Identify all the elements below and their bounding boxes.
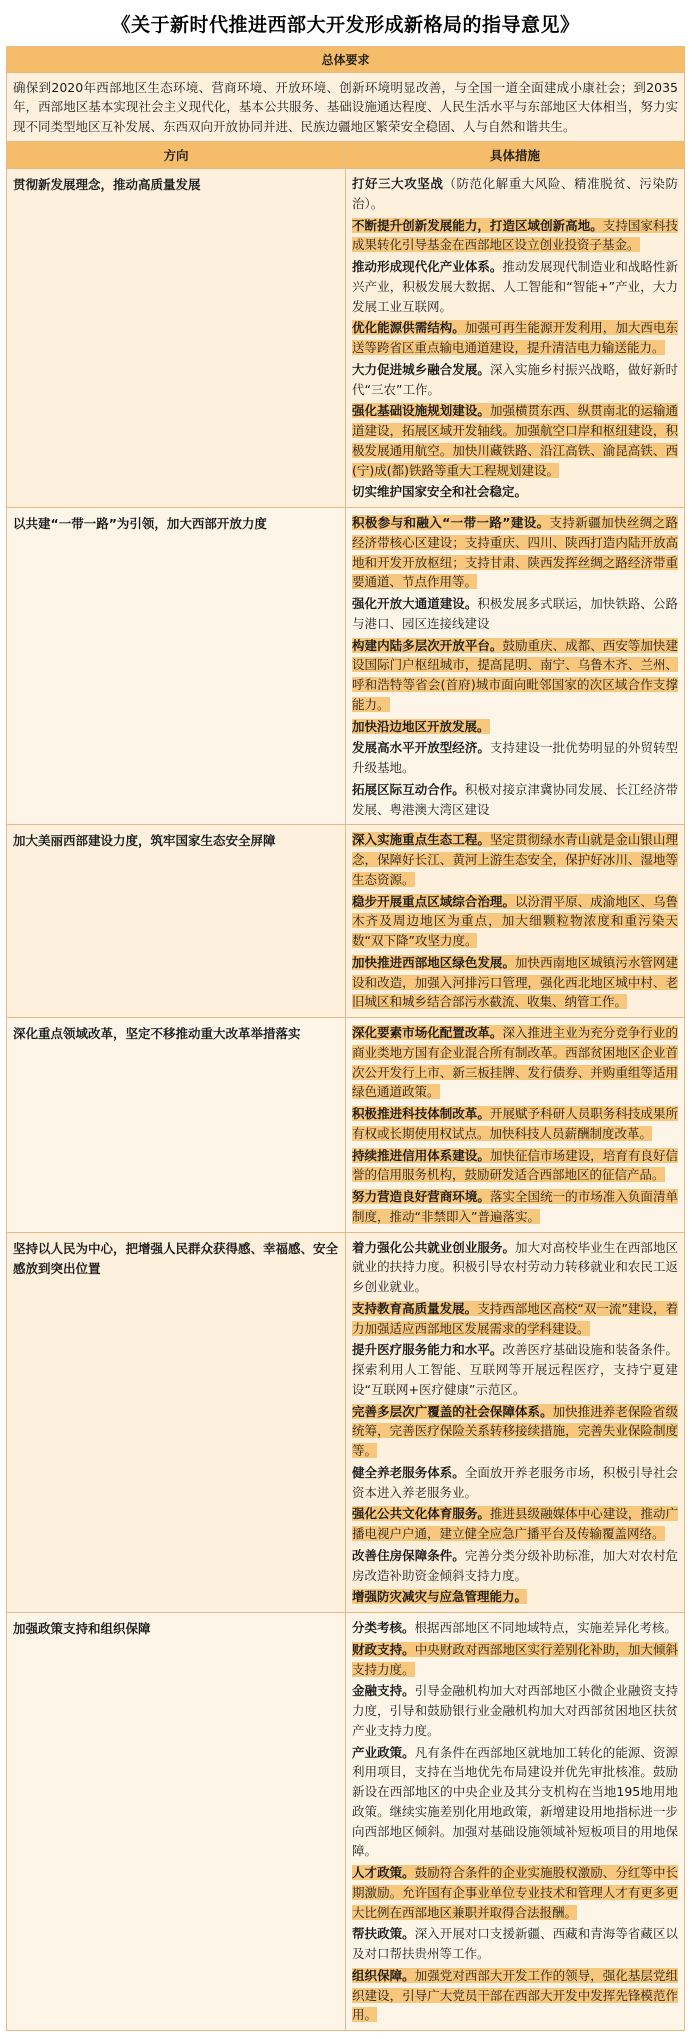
measure-text: （防范化解重大风险、精准脱贫、污染防治）。: [352, 176, 678, 211]
overall-text: 确保到2020年西部地区生态环境、营商环境、开放环境、创新环境明显改善，与全国一道全面建成小康社会；到2035年，西部地区基本实现社会主义现代化，基本公共服务、基础设施通达程度、人民生活水平与东部地区大体相当，努力实现不同类型地区互补发展、东西双向开放协同并进、民族边疆地区繁荣安全稳固、人与自然和谐共生。: [7, 73, 685, 142]
measure-item: [352, 1340, 678, 1399]
measure-text: 完善分类分级补助标准，加大对农村危房改造补助资金倾斜支持力度。: [352, 1547, 678, 1583]
table-row: [7, 169, 685, 508]
measure-lead: 提升医疗服务能力和水平。: [352, 1342, 503, 1358]
measure-text: 开展赋予科研人员职务科技成果所有权或长期使用权试点。加快科技人员薪酬制度改革。: [352, 1106, 678, 1141]
measure-lead: 强化公共文化体育服务。: [352, 1506, 490, 1522]
measure-lead: 增强防灾减灾与应急管理能力。: [352, 1589, 528, 1605]
measure-lead: 帮扶政策。: [352, 1926, 415, 1942]
measure-item: [352, 1187, 678, 1227]
measure-lead: 不断提升创新发展能力，打造区域创新高地。: [352, 217, 603, 233]
overall-text-row: [7, 73, 685, 142]
direction-cell: 深化重点领域改革，坚定不移推动重大改革举措落实: [7, 1018, 346, 1233]
measure-text: 改善医疗基础设施和装备条件。探索利用人工智能、互联网等开展远程医疗，支持宁夏建设“互联网+医疗健康”示范区。: [352, 1342, 678, 1397]
measure-lead: 深入实施重点生态工程。: [352, 832, 490, 848]
measure-text: 加大对高校毕业生在西部地区就业的扶持力度。积极引导农村劳动力转移就业和农民工返乡创业就业。: [352, 1239, 678, 1295]
direction-cell: 以共建“一带一路”为引领，加大西部开放力度: [7, 508, 346, 825]
measure-item: [352, 1299, 678, 1339]
measure-text: 全面放开养老服务市场，积极引导社会资本进入养老服务业。: [352, 1464, 678, 1500]
measure-item: [352, 738, 678, 778]
measure-item: [352, 1023, 678, 1102]
measure-item: [352, 1504, 678, 1544]
direction-cell: 贯彻新发展理念，推动高质量发展: [7, 169, 346, 508]
measure-item: [352, 717, 678, 737]
measure-item: [352, 594, 678, 634]
measure-item: [352, 1146, 678, 1186]
measure-item: [352, 360, 678, 400]
measure-text: 鼓励重庆、成都、西安等加快建设国际门户枢纽城市，提高昆明、南宁、乌鲁木齐、兰州、呼和浩特等省会(首府)城市面向毗邻国家的次区域合作支撑能力。: [352, 637, 678, 712]
measure-lead: 构建内陆多层次开放平台。: [352, 637, 503, 653]
measure-text: 落实全国统一的市场准入负面清单制度，推动“非禁即入”普遍落实。: [352, 1189, 678, 1224]
column-header-direction: 方向: [7, 142, 346, 169]
measure-item: [352, 830, 678, 889]
measure-text: 鼓励符合条件的企业实施股权激励、分红等中长期激励。允许国有企事业单位专业技术和管理人才有更多更大比例在西部地区兼职并取得合法报酬。: [352, 1865, 678, 1920]
measure-text: 加强党对西部大开发工作的领导，强化基层党组织建设，引导广大党员干部在西部大开发中发挥先锋模范作用。: [352, 1967, 678, 2023]
measure-text: 加快征信市场建设，培育有良好信誉的信用服务机构，鼓励研发适合西部地区的征信产品。: [352, 1147, 678, 1183]
measure-item: [352, 1618, 678, 1638]
measure-item: [352, 1402, 678, 1461]
measure-text: 加快西南地区城镇污水管网建设和改造，加强入河排污口管理，强化西北地区城中村、老旧城区和城乡结合部污水截流、收集、纳管工作。: [352, 954, 678, 1010]
measure-lead: 金融支持。: [352, 1683, 415, 1699]
section-rows: [7, 169, 685, 2031]
measure-text: 加快推进养老保险省级统筹，完善医疗保险关系转移接续措施，完善失业保险制度等。: [352, 1403, 678, 1459]
measure-lead: 强化开放大通道建设。: [352, 596, 478, 612]
measure-text: 坚定贯彻绿水青山就是金山银山理念，保障好长江、黄河上游生态安全，保护好冰川、湿地等生态资源。: [352, 832, 678, 887]
measure-lead: 完善多层次广覆盖的社会保障体系。: [352, 1403, 553, 1419]
measure-lead: 财政支持。: [352, 1641, 415, 1657]
measure-lead: 健全养老服务体系。: [352, 1464, 465, 1480]
measure-text: 深入开展对口支援新疆、西藏和青海等省藏区以及对口帮扶贵州等工作。: [352, 1926, 678, 1962]
measure-lead: 发展高水平开放型经济。: [352, 740, 490, 756]
measure-text: 支持建设一批优势明显的外贸转型升级基地。: [352, 740, 678, 776]
overall-header-row: [7, 47, 685, 73]
measures-cell: [346, 508, 685, 825]
measure-lead: 支持教育高质量发展。: [352, 1300, 478, 1316]
measure-lead: 稳步开展重点区域综合治理。: [352, 893, 516, 909]
measure-item: [352, 953, 678, 1012]
measure-item: [352, 1743, 678, 1862]
measure-item: [352, 1546, 678, 1586]
measure-item: [352, 513, 678, 592]
measure-lead: 积极推进科技体制改革。: [352, 1106, 490, 1122]
measure-lead: 深化要素市场化配置改革。: [352, 1025, 503, 1041]
measure-text: 支持西部地区高校“双一流”建设，着力加强适应西部地区发展需求的学科建设。: [352, 1300, 678, 1336]
measure-item: [352, 892, 678, 951]
measure-item: [352, 1587, 678, 1607]
measure-lead: 持续推进信用体系建设。: [352, 1147, 490, 1163]
measure-lead: 分类考核。: [352, 1620, 415, 1636]
measures-cell: [346, 169, 685, 508]
direction-cell: 加大美丽西部建设力度，筑牢国家生态安全屏障: [7, 825, 346, 1018]
table-row: [7, 508, 685, 825]
direction-cell: 加强政策支持和组织保障: [7, 1613, 346, 2031]
measures-cell: [346, 1018, 685, 1233]
measure-item: [352, 1463, 678, 1503]
measure-item: [352, 1104, 678, 1144]
direction-cell: 坚持以人民为中心，把增强人民群众获得感、幸福感、安全感放到突出位置: [7, 1232, 346, 1613]
measure-lead: 组织保障。: [352, 1967, 415, 1983]
table-row: [7, 1018, 685, 1233]
measure-item: [352, 1966, 678, 2025]
measure-text: 加强可再生能源开发利用，加大西电东送等跨省区重点输电通道建设，提升清洁电力输送能力。: [352, 320, 678, 356]
measure-text: 深入推进主业为充分竞争行业的商业类地方国有企业混合所有制改革。西部贫困地区企业首次公开发行上市、新三板挂牌、发行债券、并购重组等适用绿色通道政策。: [352, 1025, 678, 1100]
measure-lead: 积极参与和融入“一带一路”建设。: [352, 515, 550, 531]
measure-text: 支持国家科技成果转化引导基金在西部地区设立创业投资子基金。: [352, 217, 678, 253]
measure-item: [352, 174, 678, 214]
measure-lead: 拓展区际互动合作。: [352, 781, 465, 797]
measure-lead: 打好三大攻坚战: [352, 176, 444, 192]
measure-text: 推动发展现代制造业和战略性新兴产业，积极发展大数据、人工智能和“智能+”产业，大力发展工业互联网。: [352, 259, 678, 314]
measure-item: [352, 1681, 678, 1740]
column-header-row: [7, 142, 685, 169]
measure-lead: 改善住房保障条件。: [352, 1547, 465, 1563]
measure-lead: 产业政策。: [352, 1744, 415, 1760]
measure-item: [352, 1863, 678, 1922]
page-title: 《关于新时代推进西部大开发形成新格局的指导意见》: [111, 14, 580, 36]
measure-item: [352, 1238, 678, 1297]
measure-item: [352, 780, 678, 820]
measure-item: [352, 636, 678, 715]
measure-lead: 加快推进西部地区绿色发展。: [352, 954, 516, 970]
measure-item: [352, 318, 678, 358]
measure-lead: 人才政策。: [352, 1865, 415, 1881]
measure-lead: 优化能源供需结构。: [352, 320, 465, 336]
table-row: [7, 825, 685, 1018]
measure-item: [352, 1924, 678, 1964]
measure-item: [352, 1640, 678, 1680]
column-header-measures: 具体措施: [346, 142, 685, 169]
measure-text: 凡有条件在西部地区就地加工转化的能源、资源利用项目，支持在当地优先布局建设并优先审批核准。鼓励新设在西部地区的中央企业及其分支机构在当地195地用地政策。继续实施差别化用地政策，新增建设用地指标进一步向西部地区倾斜。加强对基础设施领域补短板项目的用地保障。: [352, 1744, 678, 1859]
measure-text: 深入实施乡村振兴战略，做好新时代“三农”工作。: [352, 361, 678, 397]
measures-cell: [346, 825, 685, 1018]
measure-text: 以汾渭平原、成渝地区、乌鲁木齐及周边地区为重点，加大细颗粒物浓度和重污染天数“双下降”攻坚力度。: [352, 893, 678, 949]
policy-table: [6, 46, 685, 2031]
measure-item: [352, 216, 678, 256]
measure-lead: 加快沿边地区开放发展。: [352, 718, 490, 734]
measure-lead: 切实维护国家安全和社会稳定。: [352, 484, 528, 500]
table-row: [7, 1232, 685, 1613]
measure-text: 中央财政对西部地区实行差别化补助，加大倾斜支持力度。: [352, 1641, 678, 1677]
measure-text: 推进县级融媒体中心建设，推动广播电视户户通，建立健全应急广播平台及传输覆盖网络。: [352, 1506, 678, 1542]
measure-text: 根据西部地区不同地域特点，实施差异化考核。: [414, 1620, 678, 1636]
measure-lead: 努力营造良好营商环境。: [352, 1189, 490, 1205]
measure-text: 积极发展多式联运，加快铁路、公路与港口、园区连接线建设: [352, 596, 678, 631]
overall-header: 总体要求: [7, 47, 685, 73]
measure-text: 引导金融机构加大对西部地区小微企业融资支持力度，引导和鼓励银行业金融机构加大对西部贫困地区扶贫产业支持力度。: [352, 1683, 678, 1738]
measure-item: [352, 482, 678, 502]
measure-text: 积极对接京津冀协同发展、长江经济带发展、粤港澳大湾区建设: [352, 781, 678, 817]
measure-lead: 强化基础设施规划建设。: [352, 403, 490, 419]
measure-item: [352, 257, 678, 316]
measure-text: 支持新疆加快丝绸之路经济带核心区建设；支持重庆、四川、陕西打造内陆开放高地和开发开放枢纽；支持甘肃、陕西发挥丝绸之路经济带重要通道、节点作用等。: [352, 515, 678, 590]
measure-lead: 大力促进城乡融合发展。: [352, 361, 490, 377]
measure-item: [352, 401, 678, 480]
measure-text: 加强横贯东西、纵贯南北的运输通道建设，拓展区域开发轴线。加强航空口岸和枢纽建设，积极发展通用航空。加快川藏铁路、沿江高铁、渝昆高铁、西(宁)成(都)铁路等重大工程规划建设。: [352, 403, 678, 478]
measures-cell: [346, 1613, 685, 2031]
measure-lead: 推动形成现代化产业体系。: [352, 259, 503, 275]
measure-lead: 着力强化公共就业创业服务。: [352, 1239, 516, 1255]
table-row: [7, 1613, 685, 2031]
measures-cell: [346, 1232, 685, 1613]
